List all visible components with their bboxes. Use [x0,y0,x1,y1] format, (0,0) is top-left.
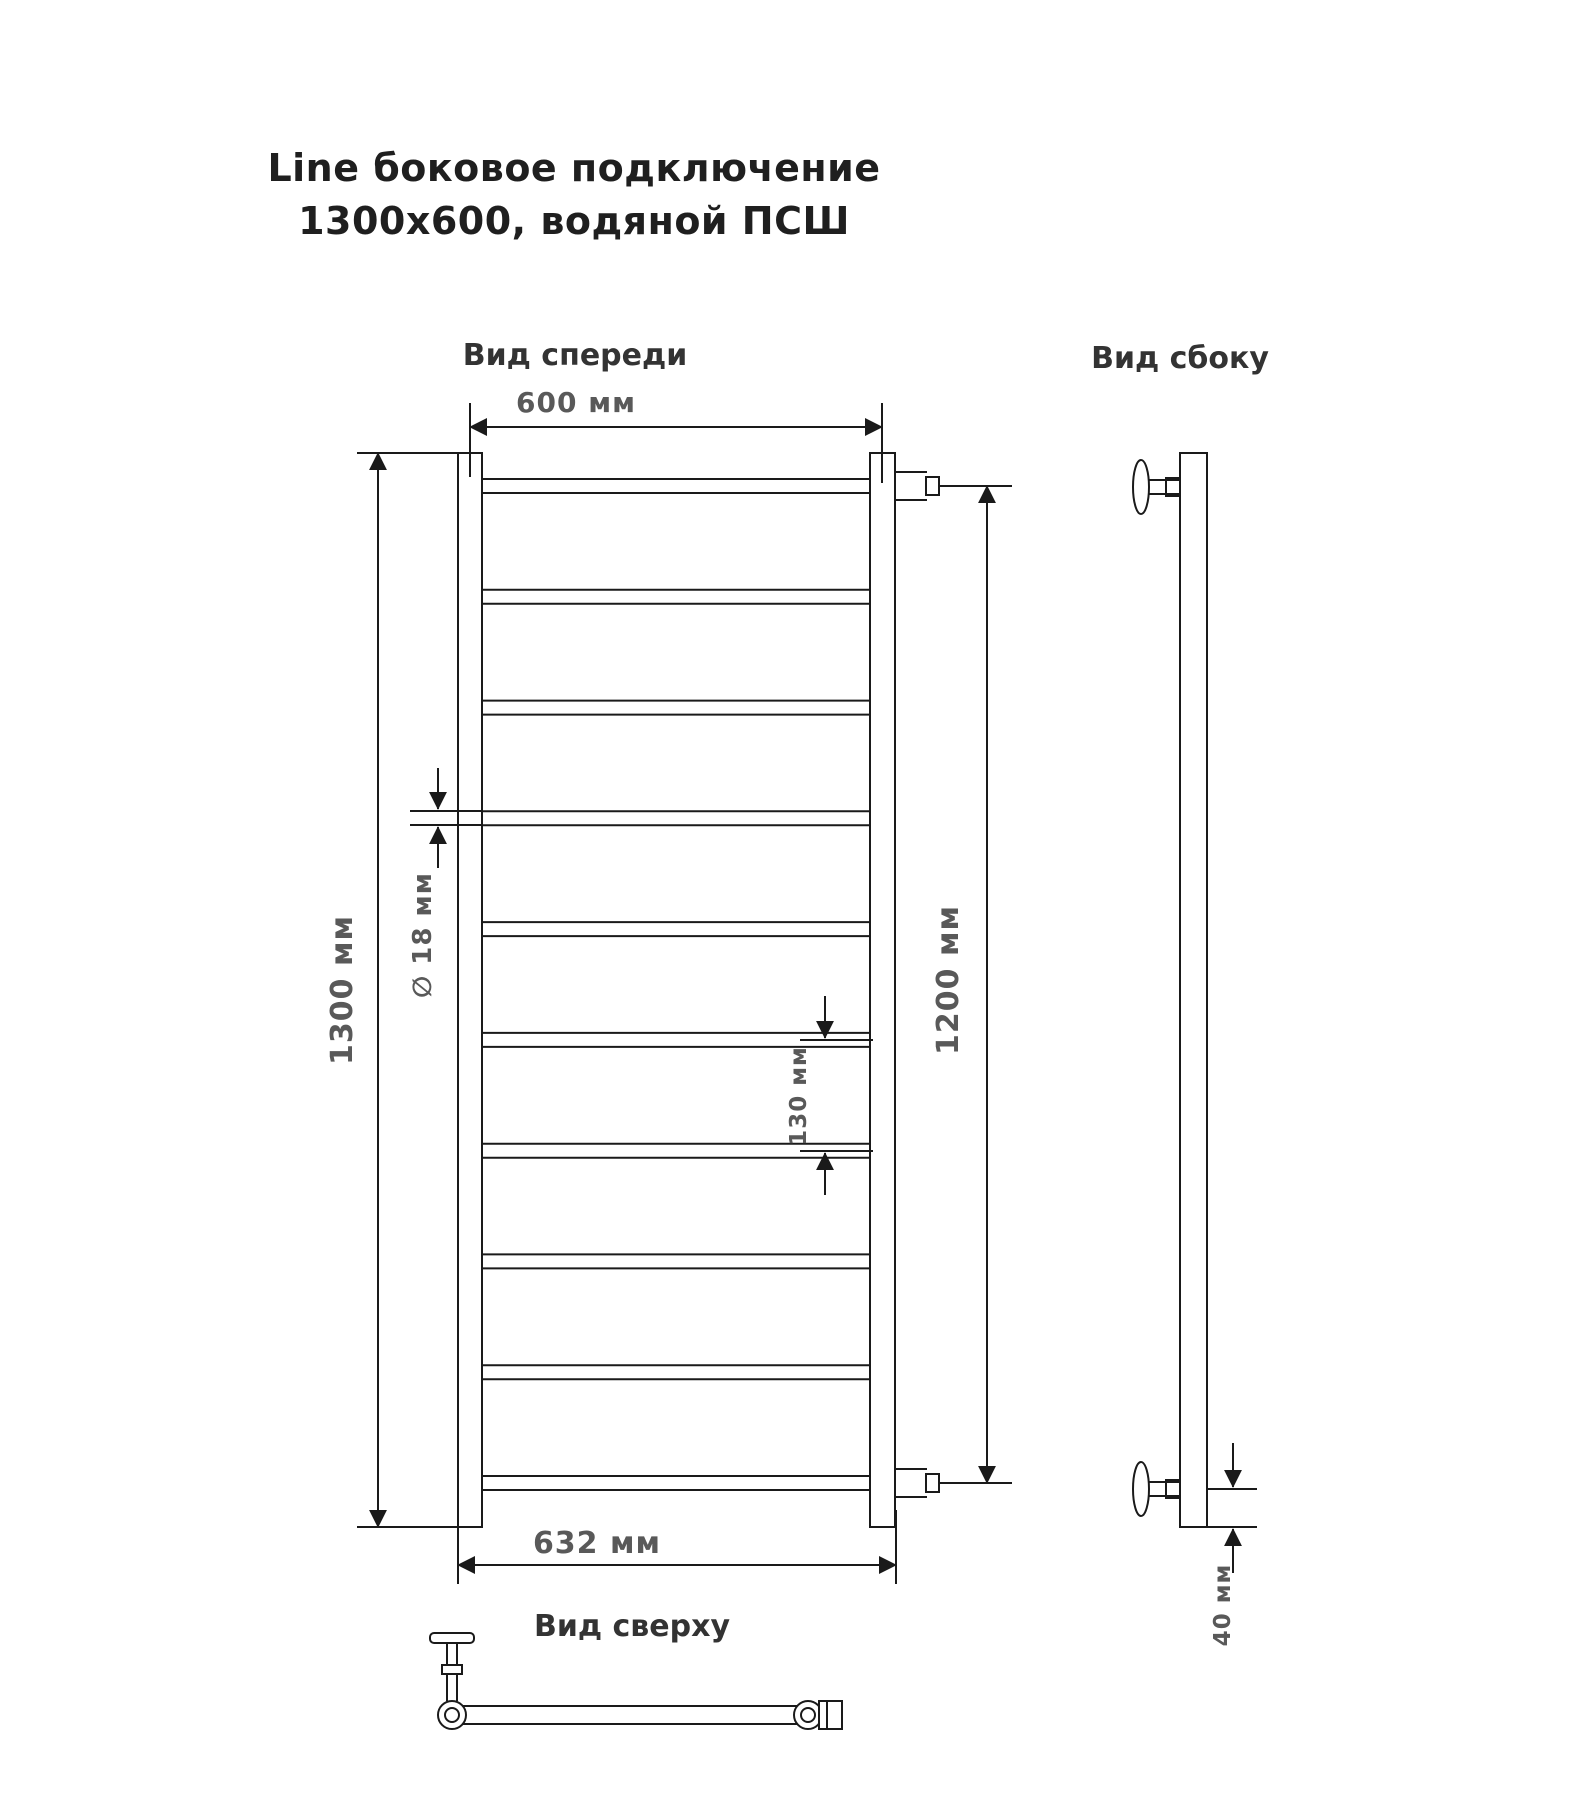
top-left-rail-section [430,1633,474,1729]
front-view-label: Вид спереди [462,338,688,373]
dim-bottom-offset-label: 40 мм [1210,1563,1236,1647]
front-right-rail [870,453,895,1527]
pipe-section-icon [794,1701,822,1729]
pipe-section-icon [438,1701,466,1729]
front-view [458,453,939,1527]
wall-flange-icon [1133,460,1149,514]
side-view [1133,453,1257,1646]
dim-connection-height [931,486,1012,1483]
front-rungs [482,479,870,1490]
top-view-label: Вид сверху [533,1609,731,1644]
bottom-connection-fitting [895,1469,939,1497]
dim-connection-height-label: 1200 мм [931,905,966,1055]
side-view-label: Вид сбоку [1091,341,1269,376]
wall-plate-icon [430,1633,474,1643]
side-rail [1180,453,1207,1527]
dim-height-label: 1300 мм [325,915,360,1065]
connection-fitting-icon [819,1701,842,1729]
top-connection-fitting [895,472,939,500]
bracket-collar-icon [442,1665,462,1674]
dim-width-bottom [458,1510,896,1584]
top-right-rail-section [794,1701,842,1729]
drawing-title-line2: 1300х600, водяной ПСШ [298,199,850,243]
dim-width-top-label: 600 мм [516,386,636,419]
top-view [430,1633,842,1729]
side-top-wall-bracket [1133,460,1180,514]
front-left-rail [458,453,482,1527]
dim-rung-spacing-label: 130 мм [786,1046,812,1146]
dim-width-bottom-label: 632 мм [532,1526,662,1561]
dim-bottom-offset [1207,1443,1257,1646]
drawing-title-line1: Line боковое подключение [267,146,881,190]
dim-width-top [470,386,882,483]
dim-rung-spacing [786,996,873,1195]
side-bottom-wall-bracket [1133,1462,1180,1516]
dim-tube-diameter-label: ∅ 18 мм [408,871,438,999]
wall-flange-icon [1133,1462,1149,1516]
